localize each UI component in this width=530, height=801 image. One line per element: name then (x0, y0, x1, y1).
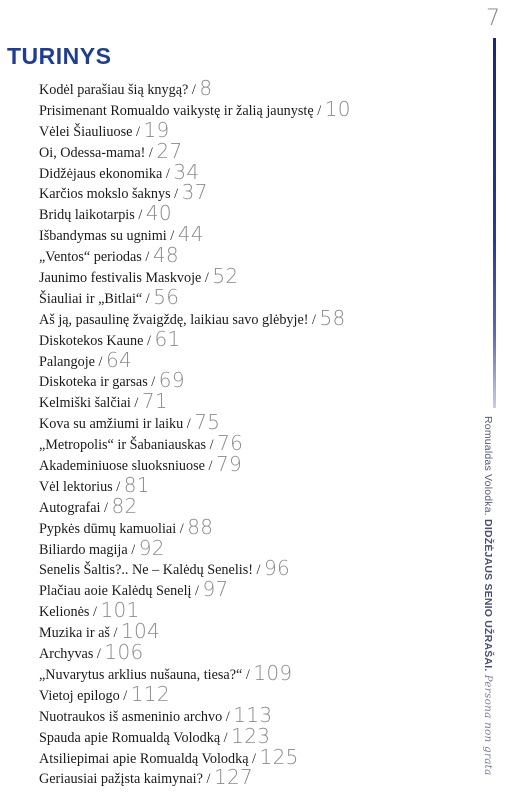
toc-entry-page: 81 (123, 472, 150, 497)
toc-entry-title: Bridų laikotarpis (39, 207, 135, 224)
toc-entry-page: 40 (145, 201, 172, 226)
toc-entry-title: Plačiau aoie Kalėdų Senelį (39, 583, 192, 600)
toc-entry-title: Vietoj epilogo (39, 687, 120, 704)
toc-separator: / (308, 311, 320, 328)
toc-entry-page: 97 (202, 577, 229, 602)
toc-entry-page: 44 (177, 222, 204, 247)
toc-entry-title: Pypkės dūmų kamuoliai (39, 520, 177, 537)
toc-entry-title: „Metropolis“ ir Šabaniauskas (39, 437, 207, 454)
toc-entry (39, 493, 479, 518)
toc-entry (39, 702, 479, 727)
toc-entry-page: 104 (120, 619, 161, 644)
toc-separator: / (201, 270, 213, 287)
toc-entry (39, 391, 479, 412)
toc-entry-title: Vėlei Šiauliuose (39, 123, 133, 140)
toc-entry-page: 96 (264, 556, 291, 581)
toc-separator: / (127, 541, 139, 558)
toc-separator: / (170, 186, 182, 203)
toc-entry-title: Archyvas (39, 646, 94, 663)
toc-entry-page: 79 (215, 452, 243, 477)
toc-entry-page: 109 (253, 660, 293, 685)
toc-entry (39, 558, 479, 579)
toc-separator: / (222, 708, 234, 725)
toc-entry (39, 600, 479, 621)
toc-separator: / (141, 249, 153, 266)
toc-entry (39, 284, 479, 309)
toc-entry-page: 92 (138, 535, 165, 560)
toc-separator: / (93, 646, 105, 663)
toc-entry (39, 245, 479, 266)
toc-entry-page: 61 (154, 326, 181, 351)
toc-entry-title: Atsiliepimai apie Romualdą Volodką (39, 750, 249, 767)
toc-entry (39, 412, 479, 433)
toc-entry (39, 266, 479, 287)
toc-entry-page: 56 (153, 284, 180, 309)
toc-separator: / (188, 82, 200, 98)
toc-separator: / (166, 228, 178, 245)
toc-entry-title: Oi, Odessa-mama! (39, 144, 146, 161)
toc-entry-title: Kova su amžiumi ir laiku (39, 416, 184, 433)
toc-entry-title: Kodėl parašiau šią knygą? (39, 82, 189, 98)
spine-author: Romualdas Volodka. (482, 416, 494, 516)
toc-entry-title: Karčios mokslo šaknys (39, 186, 171, 203)
page-number: 7 (486, 6, 500, 31)
toc-separator: / (206, 437, 218, 454)
toc-entry-title: Kelionės (39, 604, 90, 621)
toc-entry-title: Senelis Šaltis?.. Ne – Kalėdų Senelis! (39, 562, 253, 579)
toc-separator: / (134, 207, 146, 224)
toc-entry-title: Šiauliai ir „Bitlai“ (39, 290, 143, 307)
toc-entry (39, 347, 479, 372)
toc-separator: / (204, 458, 216, 475)
toc-entry-title: Išbandymas su ugnimi (39, 228, 167, 245)
toc-separator: / (202, 771, 214, 788)
toc-entry-page: 64 (106, 347, 133, 372)
spine-motto: Persona non grata (482, 674, 494, 776)
toc-entry-page: 125 (259, 744, 299, 769)
toc-entry (39, 767, 479, 788)
toc-entry (39, 621, 479, 642)
toc-entry-title: Didžėjaus ekonomika (39, 165, 163, 182)
toc-separator: / (162, 165, 174, 182)
toc-separator: / (252, 562, 265, 579)
toc-entry (39, 723, 479, 748)
toc-entry-page: 8 (199, 76, 213, 100)
toc-separator: / (119, 687, 131, 704)
toc-entry (39, 535, 479, 560)
toc-separator: / (142, 290, 154, 307)
toc-entry (39, 579, 479, 600)
toc-separator: / (176, 520, 188, 537)
toc-entry (39, 326, 479, 351)
toc-entry-page: 76 (217, 431, 244, 456)
toc-entry-page: 19 (143, 117, 170, 142)
toc-entry (39, 514, 479, 539)
toc-separator: / (191, 583, 203, 600)
toc-entry-page: 71 (141, 389, 168, 414)
toc-separator: / (313, 102, 325, 119)
toc-entry (39, 454, 479, 475)
toc-separator: / (143, 332, 155, 349)
toc-entry-page: 58 (319, 305, 346, 330)
toc-entry-page: 112 (130, 681, 170, 706)
toc-separator: / (89, 604, 101, 621)
toc-entry (39, 138, 479, 163)
toc-entry-page: 69 (158, 368, 185, 393)
toc-entry-page: 48 (152, 243, 179, 268)
toc-entry-page: 101 (100, 598, 140, 623)
toc-entry (39, 159, 479, 184)
spine-book-title: DIDŽĖJAUS SENIO UŽRAŠAI. (482, 519, 494, 672)
toc-entry-title: Diskoteka ir garsas (39, 374, 148, 391)
toc-entry (39, 203, 479, 224)
toc-entry-title: „Nuvarytus arklius nušauna, tiesa?“ (39, 666, 243, 683)
toc-entry (39, 433, 479, 454)
toc-entry (39, 370, 479, 391)
toc-entry-title: Geriausiai pažįsta kaimynai? (39, 771, 203, 788)
toc-entry (39, 681, 479, 706)
toc-entry-title: Spauda apie Romualdą Volodką (39, 729, 221, 746)
toc-separator: / (94, 353, 106, 370)
toc-entry (39, 224, 479, 245)
toc-separator: / (183, 416, 195, 433)
toc-separator: / (130, 395, 142, 412)
toc-separator: / (112, 478, 124, 495)
toc-entry-title: „Ventos“ periodas (39, 249, 142, 266)
toc-separator: / (220, 729, 232, 746)
toc-entry-title: Biliardo magija (39, 541, 128, 558)
table-of-contents (39, 78, 479, 788)
toc-entry-title: Jaunimo festivalis Maskvoje (39, 270, 202, 287)
toc-entry-title: Nuotraukos iš asmeninio archvo (39, 708, 223, 725)
toc-separator: / (242, 666, 254, 683)
toc-entry (39, 472, 479, 497)
toc-entry-page: 75 (194, 410, 221, 435)
toc-entry-title: Autografai (39, 499, 101, 516)
toc-entry-page: 10 (324, 96, 351, 121)
toc-entry-page: 82 (111, 493, 138, 518)
toc-separator: / (100, 499, 112, 516)
toc-entry-page: 27 (156, 138, 183, 163)
toc-entry-page: 88 (187, 514, 214, 539)
toc-entry (39, 642, 479, 663)
toc-separator: / (145, 144, 157, 161)
vertical-rule (493, 38, 496, 408)
toc-entry-title: Aš ją, pasaulinę žvaigždę, laikiau savo glėbyje! (39, 311, 309, 328)
toc-separator: / (132, 123, 144, 140)
toc-entry-title: Diskotekos Kaune (39, 332, 144, 349)
toc-entry-page: 127 (213, 765, 254, 790)
spine-text (482, 416, 494, 776)
toc-entry-page: 113 (233, 702, 273, 727)
toc-entry-title: Vėl lektorius (39, 478, 113, 495)
toc-entry-page: 123 (231, 723, 271, 748)
toc-entry-title: Kelmiški šalčiai (39, 395, 131, 412)
toc-entry (39, 744, 479, 769)
toc-separator: / (248, 750, 260, 767)
toc-entry (39, 305, 479, 330)
toc-entry-page: 37 (181, 180, 208, 205)
toc-entry-page: 52 (212, 264, 239, 289)
toc-entry (39, 117, 479, 142)
toc-entry (39, 78, 479, 99)
toc-entry (39, 660, 479, 685)
toc-separator: / (147, 374, 159, 391)
toc-entry (39, 182, 479, 203)
toc-entry-title: Muzika ir aš (39, 625, 110, 642)
toc-entry-title: Palangoje (39, 353, 95, 370)
toc-entry-title: Akademiniuose sluoksniuose (39, 458, 205, 475)
toc-separator: / (109, 625, 121, 642)
toc-entry-page: 106 (104, 640, 144, 665)
toc-entry-page: 34 (173, 159, 200, 184)
toc-entry-title: Prisimenant Romualdo vaikystę ir žalią jaunystę (39, 102, 314, 119)
page-title: TURINYS (7, 43, 112, 69)
toc-entry (39, 96, 479, 121)
